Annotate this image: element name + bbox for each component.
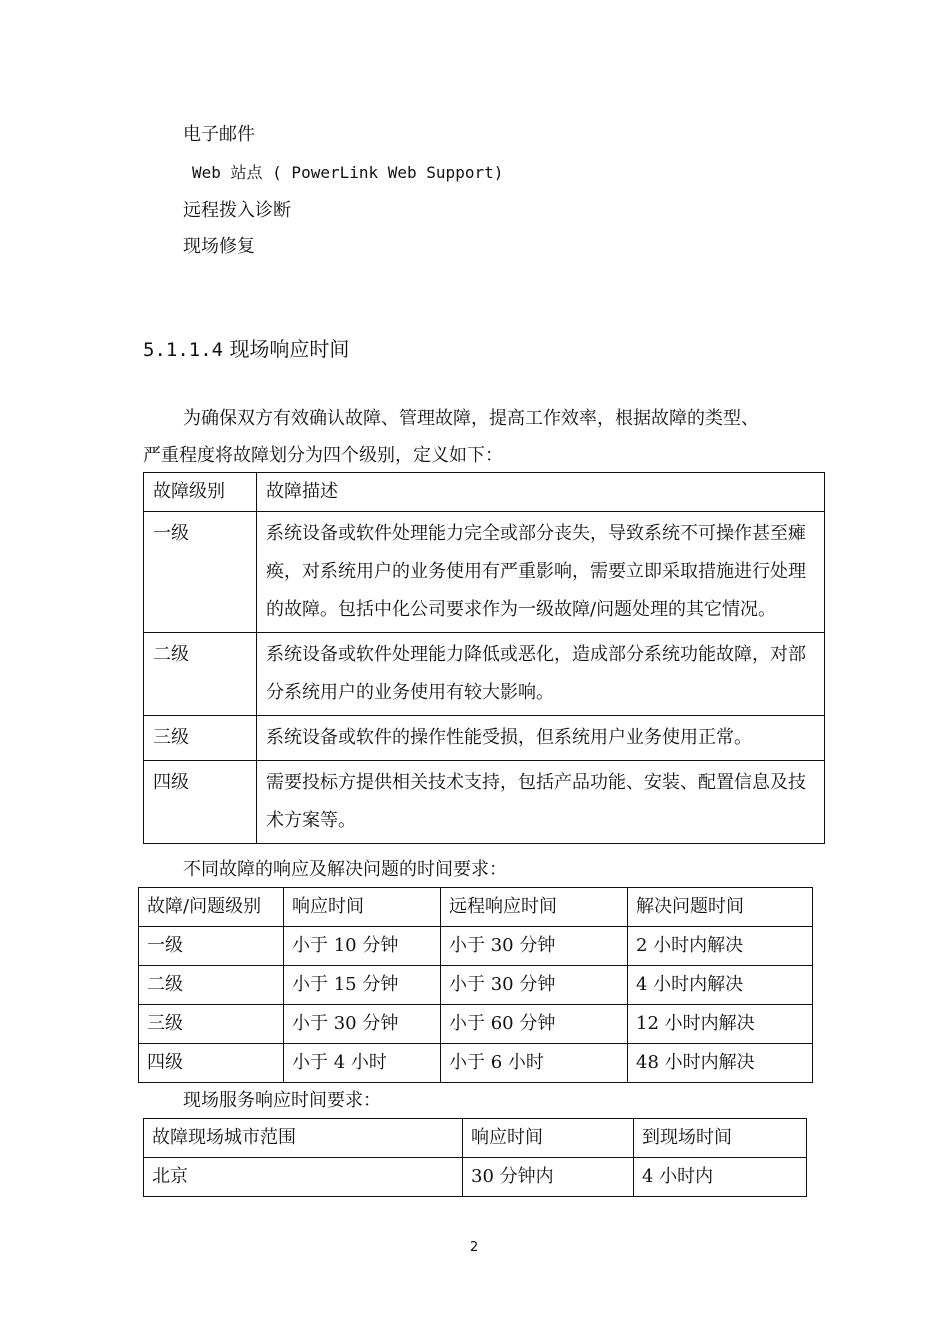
level-cell: 一级 <box>144 512 257 633</box>
table-cell: 二级 <box>139 966 284 1005</box>
level-cell: 三级 <box>144 716 257 761</box>
description-cell: 系统设备或软件的操作性能受损，但系统用户业务使用正常。 <box>257 716 825 761</box>
table-header-cell: 故障级别 <box>144 473 257 512</box>
table-header-cell: 到现场时间 <box>634 1119 807 1158</box>
table-cell: 四级 <box>139 1044 284 1083</box>
table-header-cell: 远程响应时间 <box>441 888 628 927</box>
table-row <box>144 761 825 844</box>
section-number: 5.1.1.4 <box>143 339 224 361</box>
page-number: 2 <box>470 1240 479 1255</box>
list-item-remote-dial-in: 远程拨入诊断 <box>183 200 291 221</box>
table-header-cell: 故障描述 <box>257 473 825 512</box>
table-cell: 小于 30 分钟 <box>284 1005 441 1044</box>
level-cell: 四级 <box>144 761 257 844</box>
response-time-table <box>138 887 813 1083</box>
table-header-row <box>139 888 813 927</box>
table-row <box>139 1005 813 1044</box>
table-header-cell: 解决问题时间 <box>628 888 813 927</box>
table-cell: 北京 <box>144 1158 463 1197</box>
fault-level-table <box>143 472 825 844</box>
table-cell: 小于 30 分钟 <box>441 966 628 1005</box>
response-table-caption: 不同故障的响应及解决问题的时间要求： <box>183 859 507 880</box>
table-cell: 三级 <box>139 1005 284 1044</box>
table-header-row <box>144 473 825 512</box>
table-cell: 小于 60 分钟 <box>441 1005 628 1044</box>
section-heading <box>143 333 349 362</box>
description-cell: 需要投标方提供相关技术支持，包括产品功能、安装、配置信息及技术方案等。 <box>257 761 825 844</box>
table-row <box>144 1158 807 1197</box>
level-cell: 二级 <box>144 633 257 716</box>
intro-line-2: 严重程度将故障划分为四个级别，定义如下： <box>143 445 503 466</box>
table-cell: 48 小时内解决 <box>628 1044 813 1083</box>
table-cell: 小于 4 小时 <box>284 1044 441 1083</box>
table-cell: 30 分钟内 <box>463 1158 634 1197</box>
list-item-email: 电子邮件 <box>183 124 255 145</box>
description-cell: 系统设备或软件处理能力完全或部分丧失，导致系统不可操作甚至瘫痪，对系统用户的业务使用有严重影响，需要立即采取措施进行处理的故障。包括中化公司要求作为一级故障/问题处理的其它情况。 <box>257 512 825 633</box>
table-cell: 一级 <box>139 927 284 966</box>
intro-line-1: 为确保双方有效确认故障、管理故障，提高工作效率，根据故障的类型、 <box>183 408 759 429</box>
table-row <box>139 1044 813 1083</box>
table-header-cell: 响应时间 <box>463 1119 634 1158</box>
list-item-onsite-repair: 现场修复 <box>183 236 255 257</box>
table-row <box>139 927 813 966</box>
onsite-table-caption: 现场服务响应时间要求： <box>183 1090 381 1111</box>
table-cell: 4 小时内解决 <box>628 966 813 1005</box>
table-cell: 小于 6 小时 <box>441 1044 628 1083</box>
table-row <box>139 966 813 1005</box>
onsite-time-table <box>143 1118 807 1197</box>
table-cell: 4 小时内 <box>634 1158 807 1197</box>
list-item-web-site: Web 站点 ( PowerLink Web Support) <box>192 163 504 182</box>
table-header-cell: 响应时间 <box>284 888 441 927</box>
table-cell: 小于 10 分钟 <box>284 927 441 966</box>
table-cell: 小于 15 分钟 <box>284 966 441 1005</box>
description-cell: 系统设备或软件处理能力降低或恶化，造成部分系统功能故障，对部分系统用户的业务使用有较大影响。 <box>257 633 825 716</box>
table-cell: 12 小时内解决 <box>628 1005 813 1044</box>
table-header-cell: 故障/问题级别 <box>139 888 284 927</box>
table-row <box>144 716 825 761</box>
table-cell: 小于 30 分钟 <box>441 927 628 966</box>
table-cell: 2 小时内解决 <box>628 927 813 966</box>
section-title: 现场响应时间 <box>229 337 350 361</box>
table-row <box>144 512 825 633</box>
table-header-row <box>144 1119 807 1158</box>
table-row <box>144 633 825 716</box>
table-header-cell: 故障现场城市范围 <box>144 1119 463 1158</box>
